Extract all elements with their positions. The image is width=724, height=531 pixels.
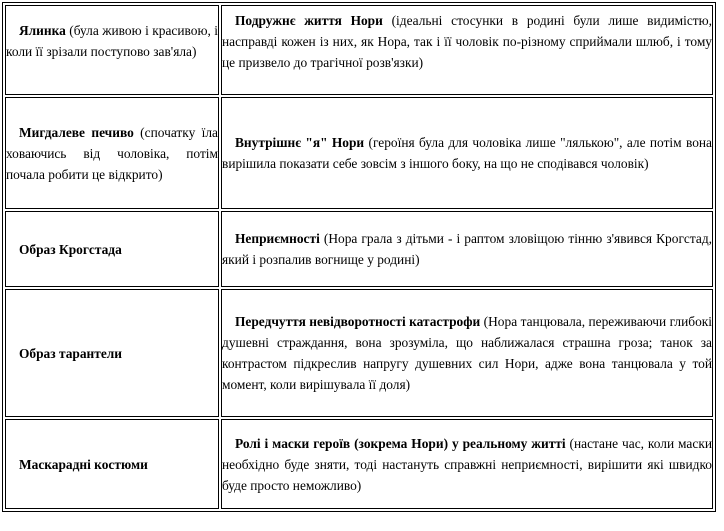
meaning-cell [221, 289, 713, 417]
meaning-term: Внутрішнє "я" Нори [235, 135, 365, 150]
symbol-term: Образ тарантели [19, 345, 123, 361]
symbol-term: Ялинка [19, 23, 66, 38]
table-row [5, 5, 713, 95]
symbol-cell [5, 5, 219, 95]
meaning-cell [221, 419, 713, 509]
meaning-note: (Нора танцювала, переживаючи глибокі душевні страждання, вона зрозуміла, що наближалася страшна гроза; танок за контрастом підкреслив напругу душевних сил Нори, адже вона танцювала у той момент, коли вирішувала її доля) [222, 314, 712, 392]
symbol-note: (була живою і красивою, і коли її зрізали поступово зав'яла) [6, 23, 218, 59]
symbol-cell [5, 211, 219, 287]
meaning-note: (Нора грала з дітьми - і раптом зловіщою тінню з'явився Крогстад, який і розпалив вогнище у родині) [222, 231, 712, 267]
symbol-term: Образ Крогстада [19, 241, 122, 257]
meaning-term: Подружнє життя Нори [235, 12, 383, 28]
symbol-cell [5, 289, 219, 417]
meaning-note: (настане час, коли маски необхідно буде зняти, тоді настануть справжні неприємності, вирішити які швидко буде просто неможливо) [222, 435, 712, 493]
table-row [5, 97, 713, 209]
meaning-term: Неприємності [235, 231, 320, 246]
meaning-term: Ролі і маски героїв (зокрема Нори) у реальному житті [235, 435, 566, 451]
meaning-term: Передчуття невідворотності катастрофи [235, 314, 481, 329]
table-row [5, 419, 713, 509]
symbol-cell [5, 419, 219, 509]
meaning-note: (героїня була для чоловіка лише "лялькою", але потім вона вирішила показати себе зовсім з іншого боку, на що не сподівався чоловік) [222, 135, 712, 171]
meaning-cell [221, 211, 713, 287]
symbol-term: Маскарадні костюми [19, 456, 148, 472]
table-row [5, 211, 713, 287]
symbol-note: (спочатку їла ховаючись від чоловіка, потім почала робити це відкрито) [6, 124, 219, 182]
meaning-cell [221, 5, 713, 95]
meaning-note: (ідеальні стосунки в родині були лише видимістю, насправді кожен із них, як Нора, так і її чоловік по-різному сприймали шлюб, і тому це призвело до трагічної розв'язки) [222, 12, 712, 70]
symbol-cell [5, 97, 219, 209]
symbol-term: Мигдалеве печиво [19, 124, 134, 140]
symbols-table [2, 2, 716, 512]
meaning-cell [221, 97, 713, 209]
table-row [5, 289, 713, 417]
